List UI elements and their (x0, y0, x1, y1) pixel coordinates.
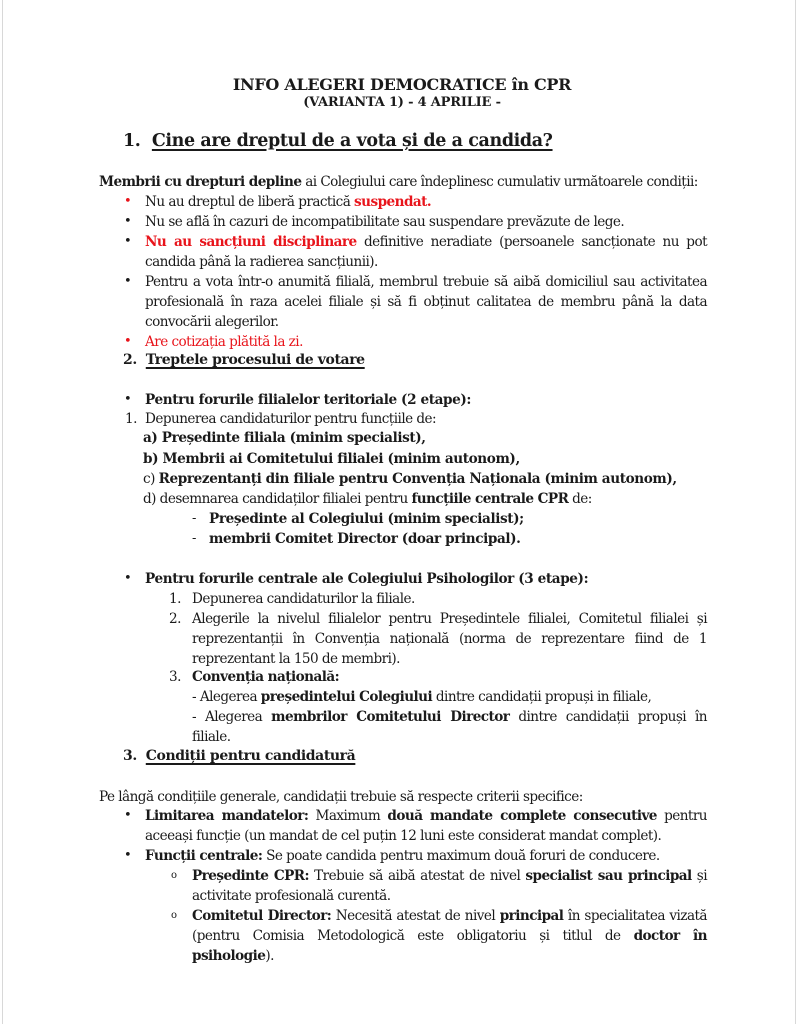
list-item-continuation: aceeași funcție (un mandat de cel puțin 12 luni este considerat mandat complet). (145, 828, 662, 844)
dash-icon: - (192, 511, 197, 526)
sub-item-d (143, 489, 592, 509)
step-sub-continuation: filiale. (192, 729, 231, 745)
bullet-icon: • (124, 848, 132, 863)
list-item-continuation: profesională în raza acelei filiale și să fi obținut calitatea de membru până la data (145, 294, 707, 310)
item-bold: două mandate complete consecutive (387, 808, 657, 824)
section-1-heading (123, 131, 553, 151)
document-page (2, 0, 796, 1024)
item-emphasis: Nu au sancțiuni disciplinare (145, 234, 357, 250)
sub-list-item (192, 866, 707, 886)
step-sub-item (192, 707, 707, 727)
bullet-icon: • (124, 571, 132, 586)
sub-list-item (192, 906, 707, 926)
bullet-icon: • (124, 392, 132, 407)
list-item-continuation: candida până la radierea sancțiunii). (145, 254, 378, 270)
step-sub-text: - Alegerea (192, 689, 261, 705)
step-number: 1. (125, 411, 137, 427)
item-text: (pentru Comisia Metodologică este obligatoriu și titlul de (192, 928, 634, 944)
circle-bullet-icon: o (171, 870, 178, 881)
step-sub-text: dintre candidații propuși în (509, 709, 707, 725)
list-item (145, 232, 707, 252)
section-title: Cine are dreptul de a vota și de a candida? (151, 131, 553, 151)
bullet-icon: • (124, 334, 132, 349)
section-3-intro: Pe lângă condițiile generale, candidații trebuie să respecte criterii specifice: (99, 789, 583, 805)
section-title: Condiții pentru candidatură (145, 748, 356, 764)
item-bold: psihologie (192, 948, 266, 964)
sub-item-a: a) Președinte filiala (minim specialist), (143, 430, 426, 446)
step-sub-text: dintre candidații propuși in filiale, (432, 689, 652, 705)
list-item: Pentru a vota într-o anumită filială, membrul trebuie să aibă domiciliul sau activitatea (145, 274, 707, 290)
item-text: și (691, 868, 708, 884)
list-item: Nu se află în cazuri de incompatibilitate sau suspendare prevăzute de lege. (145, 214, 625, 230)
item-label: Președinte CPR: (192, 868, 310, 884)
circle-bullet-icon: o (171, 910, 178, 921)
item-label: Comitetul Director: (192, 908, 332, 924)
territorial-label: Pentru forurile filialelor teritoriale (2 etape): (145, 392, 472, 408)
item-bold: specialist sau principal (525, 868, 692, 884)
sub-item-text: de: (568, 491, 592, 507)
list-item (145, 846, 660, 866)
item-text: Maximum (308, 808, 388, 824)
item-text: pentru (656, 808, 708, 824)
intro-bold: Membrii cu drepturi depline (99, 174, 302, 190)
section-number: 1. (123, 131, 141, 151)
item-text: Nu au dreptul de liberă practică (145, 194, 355, 210)
sub-item-bold: funcțiile centrale CPR (411, 491, 569, 507)
item-text: Se poate candida pentru maximum două foruri de conducere. (262, 848, 660, 864)
step-number: 3. (169, 669, 181, 685)
section-2-heading (123, 352, 365, 368)
item-label: Funcții centrale: (145, 848, 263, 864)
step-sub-bold: președintelui Colegiului (260, 689, 433, 705)
document-subtitle: (VARIANTA 1) - 4 APRILIE - (303, 95, 501, 110)
intro-rest: ai Colegiului care îndeplinesc cumulativ următoarele condiții: (301, 174, 698, 190)
item-text: ). (265, 948, 274, 964)
item-text: definitive neradiate (persoanele sancționate nu pot (356, 234, 707, 250)
step-text: Depunerea candidaturilor la filiale. (192, 591, 415, 607)
item-bold: doctor în (633, 928, 707, 944)
item-text: Trebuie să aibă atestat de nivel (309, 868, 526, 884)
step-text: Depunerea candidaturilor pentru funcțiile de: (145, 411, 437, 427)
step-sub-text: - Alegerea (192, 709, 272, 725)
section-number: 3. (123, 748, 137, 764)
step-sub-bold: membrilor Comitetului Director (271, 709, 510, 725)
sub-list-item-continuation: activitate profesională curentă. (192, 888, 391, 904)
step-number: 1. (169, 591, 181, 607)
bullet-icon: • (124, 194, 132, 209)
bullet-icon: • (124, 234, 132, 249)
sub-list-item-continuation (192, 946, 274, 966)
item-bold: principal (499, 908, 564, 924)
list-item (145, 192, 431, 212)
sub-item-text: Reprezentanți din filiale pentru Convenția Naționala (minim autonom), (158, 471, 677, 487)
list-item (145, 806, 707, 826)
dash-icon: - (192, 531, 197, 546)
step-number: 2. (169, 611, 181, 627)
step-sub-item (192, 687, 651, 707)
item-emphasis: suspendat. (354, 194, 432, 210)
bullet-icon: • (124, 214, 132, 229)
bullet-icon: • (124, 808, 132, 823)
dash-item: Președinte al Colegiului (minim specialist); (209, 511, 524, 527)
dash-item: membrii Comitet Director (doar principal). (209, 531, 521, 547)
sub-list-item-continuation (192, 926, 707, 946)
bullet-icon: • (124, 274, 132, 289)
step-text-continuation: reprezentant la 150 de membri). (192, 651, 400, 667)
item-text: în specialitatea vizată (563, 908, 707, 924)
central-label: Pentru forurile centrale ale Colegiului Psihologilor (3 etape): (145, 571, 589, 587)
step-text: Alegerile la nivelul filialelor pentru Președintele filialei, Comitetul filialei și (192, 611, 707, 627)
sub-item-c (143, 469, 677, 489)
section-1-intro (99, 172, 698, 192)
sub-item-b: b) Membrii ai Comitetului filialei (minim autonom), (143, 451, 520, 467)
sub-item-prefix: c) (143, 471, 155, 487)
section-3-heading (123, 748, 355, 764)
list-item-continuation: convocării alegerilor. (145, 314, 279, 330)
item-text: Necesită atestat de nivel (331, 908, 500, 924)
list-item: Are cotizația plătită la zi. (145, 334, 303, 350)
section-number: 2. (123, 352, 137, 368)
item-label: Limitarea mandatelor: (145, 808, 309, 824)
section-title: Treptele procesului de votare (145, 352, 365, 368)
step-text-continuation: reprezentanții în Convenția națională (norma de reprezentare fiind de 1 (192, 631, 707, 647)
sub-item-text: d) desemnarea candidaților filialei pentru (143, 491, 412, 507)
step-title: Convenția națională: (192, 669, 340, 685)
document-title: INFO ALEGERI DEMOCRATICE în CPR (232, 75, 572, 94)
